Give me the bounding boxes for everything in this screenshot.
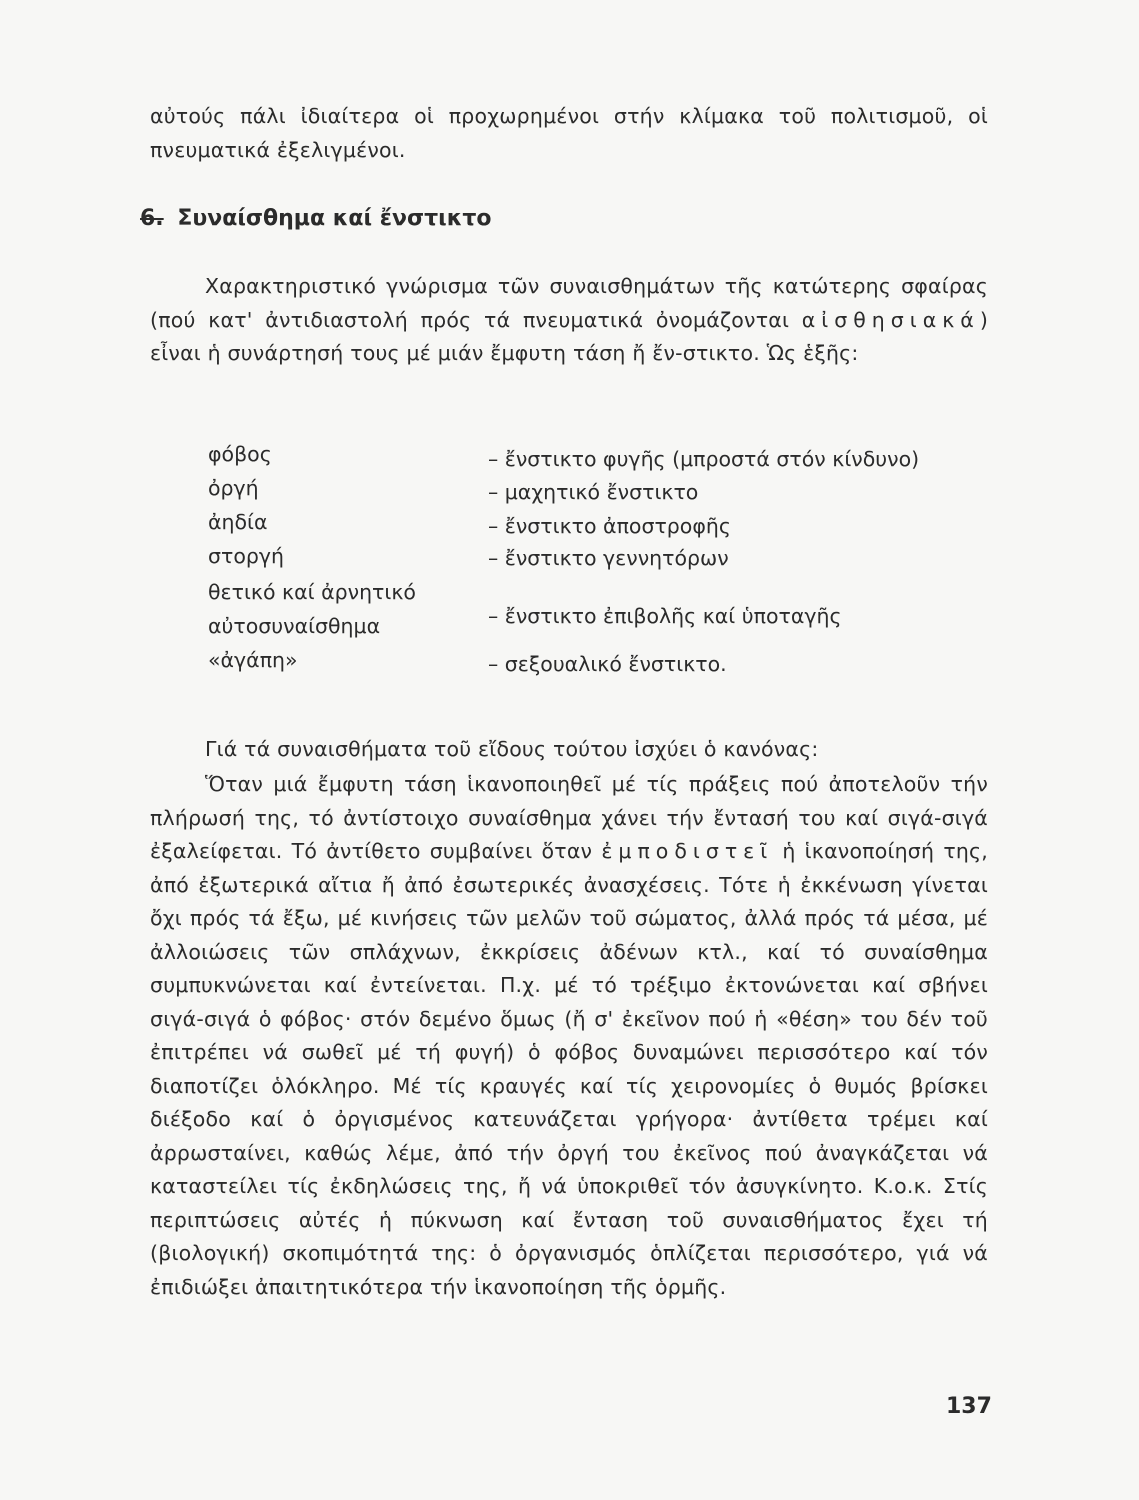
section-title: Συναίσθημα καί ἔνστικτο [177,206,492,231]
section-number: 6. [140,206,164,231]
body-paragraph [150,768,988,1304]
feeling-label: ἀηδία [208,510,268,534]
instinct-label: – ἔνστικτο φυγῆς (μπροστά στόν κίνδυνο) [488,447,920,471]
intro-paragraph [150,270,988,371]
feeling-label: στοργή [208,544,285,568]
body-emphasis: ἐμποδιστεῖ [601,839,774,863]
instinct-label: – σεξουαλικό ἔνστικτο. [488,652,727,676]
body-text-start: Ὅταν μιά ἔμφυτη τάση ἱκανοποιηθεῖ μέ τίς πράξεις πού ἀποτελοῦν τήν πλήρωσή της, τό ἀντίστοιχο συναίσθημα χάνει τήν ἔντασή του καί σιγά-σιγά ἐξαλείφεται. Τό ἀντίθετο συμβαίνει ὅταν [150,772,988,863]
feeling-label: ὀργή [208,476,259,500]
instinct-label: – μαχητικό ἔνστικτο [488,480,699,504]
section-heading [140,206,492,231]
feeling-label: φόβος [208,442,272,466]
intro-text-end: ) εἶναι ἡ συνάρτησή τους μέ μιάν ἔμφυτη τάση ἤ ἔν-στικτο. Ὡς ἑξῆς: [150,307,989,365]
intro-emphasis: αἰσθησιακά [801,307,980,332]
feeling-label: «ἀγάπη» [208,648,298,672]
instinct-label: – ἔνστικτο ἀποστροφῆς [488,514,731,538]
rule-intro: Γιά τά συναισθήματα τοῦ εἴδους τούτου ἰσχύει ὁ κανόνας: [205,737,819,761]
body-text-end: ἡ ἱκανοποίησή της, ἀπό ἐξωτερικά αἴτια ἤ ἀπό ἐσωτερικές ἀνασχέσεις. Τότε ἡ ἐκκένωση γίνεται ὄχι πρός τά ἔξω, μέ κινήσεις τῶν μελῶν τοῦ σώματος, ἀλλά πρός τά μέσα, μέ ἀλλοιώσεις τῶν σπλάχνων, ἐκκρίσεις ἀδένων κτλ., καί τό συναίσθημα συμπυκνώνεται καί ἐντείνεται. Π.χ. μέ τό τρέξιμο ἐκτονώνεται καί σβήνει σιγά-σιγά ὁ φόβος· στόν δεμένο ὅμως (ἤ σ' ἐκεῖνον πού ἡ «θέση» του δέν τοῦ ἐπιτρέπει νά σωθεῖ μέ τή φυγή) ὁ φόβος δυναμώνει περισσότερο καί τόν διαποτίζει ὁλόκληρο. Μέ τίς κραυγές καί τίς χειρονομίες ὁ θυμός βρίσκει διέξοδο καί ὁ ὀργισμένος κατευνάζεται γρήγορα· ἀντίθετα τρέμει καί ἀρρωσταίνει, καθώς λέμε, ἀπό τήν ὀργή του ἐκεῖνος πού ἀναγκάζεται νά καταστείλει τίς ἐκδηλώσεις της, ἤ νά ὑποκριθεῖ τόν ἀσυγκίνητο. Κ.ο.κ. Στίς περιπτώσεις αὐτές ἡ πύκνωση καί ἔνταση τοῦ συναισθήματος ἔχει τή (βιολογική) σκοπιμότητά της: ὁ ὀργανισμός ὁπλίζεται περισσότερο, γιά νά ἐπιδιώξει ἀπαιτητικότερα τήν ἱκανοποίηση τῆς ὁρμῆς. [150,839,989,1299]
feeling-label: θετικό καί ἀρνητικό [208,580,416,604]
intro-text-start: Χαρακτηριστικό γνώρισμα τῶν συναισθημάτων τῆς κατώτερης σφαίρας (πού κατ' ἀντιδιαστολή πρός τά πνευματικά ὀνομάζονται [150,274,988,332]
top-paragraph: αὐτούς πάλι ἰδιαίτερα οἱ προχωρημένοι στήν κλίμακα τοῦ πολιτισμοῦ, οἱ πνευματικά ἐξελιγμένοι. [150,104,988,162]
feeling-label: αὐτοσυναίσθημα [208,614,381,638]
page-number: 137 [946,1394,992,1419]
instinct-label: – ἔνστικτο γεννητόρων [488,546,729,570]
instinct-label: – ἔνστικτο ἐπιβολῆς καί ὑποταγῆς [488,604,842,628]
